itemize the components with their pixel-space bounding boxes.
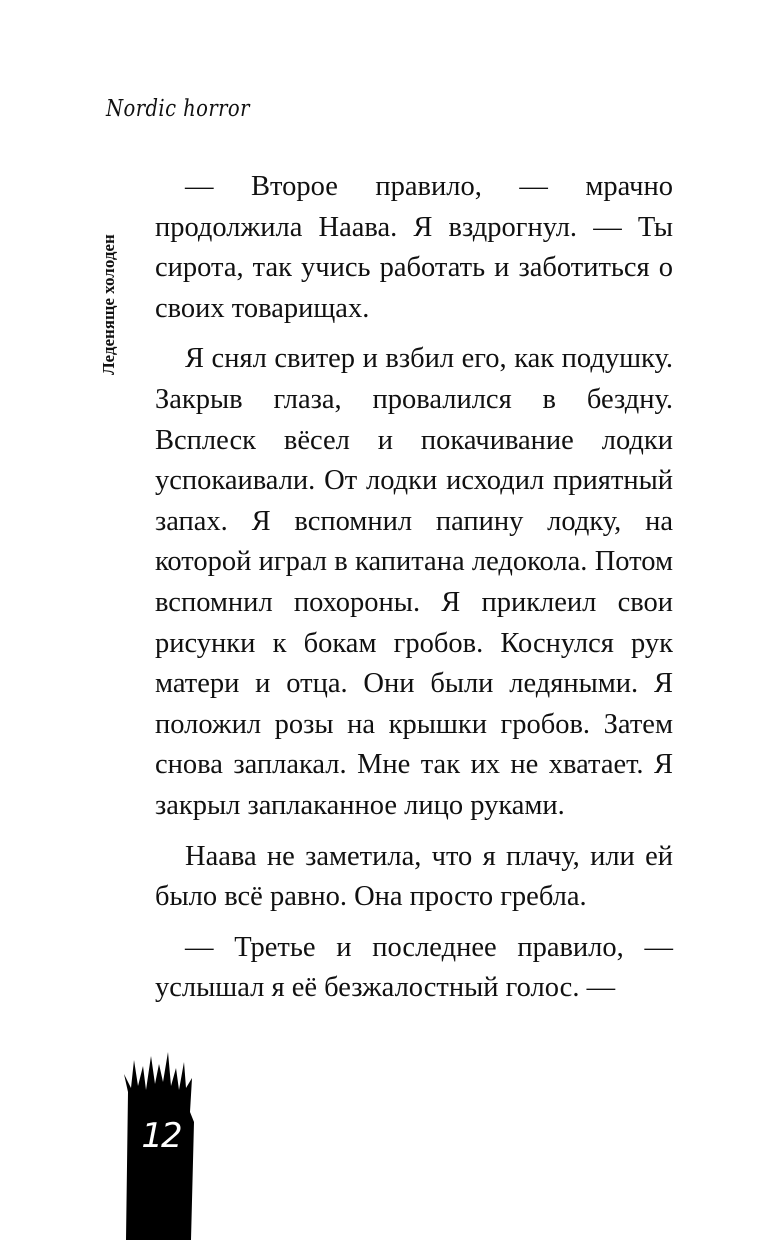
page-number: 12: [141, 1116, 181, 1156]
series-title: Nordic horror: [106, 96, 250, 122]
paragraph: Наава не заметила, что я плачу, или ей было всё равно. Она просто гребла.: [155, 840, 673, 913]
body-text: [155, 167, 673, 1019]
paragraph: — Третье и последнее правило, — услышал я её безжалостный голос. —: [155, 931, 673, 1004]
paragraph: — Второе правило, — мрачно продолжила Наава. Я вздрогнул. — Ты сирота, так учись работать и заботиться о своих товарищах.: [155, 171, 673, 324]
paragraph: Я снял свитер и взбил его, как подушку. Закрыв глаза, провалился в бездну. Всплеск вёсел и покачивание лодки успокаивали. От лодки исходил приятный запах. Я вспомнил папину лодку, на которой играл в капитана ледокола. Потом вспомнил похороны. Я приклеил свои рисунки к бокам гробов. Коснулся рук матери и отца. Они были ледяными. Я положил розы на крышки гробов. Затем снова заплакал. Мне так их не хватает. Я закрыл заплаканное лицо руками.: [155, 343, 673, 821]
running-head: Леденяще холоден: [99, 234, 118, 375]
